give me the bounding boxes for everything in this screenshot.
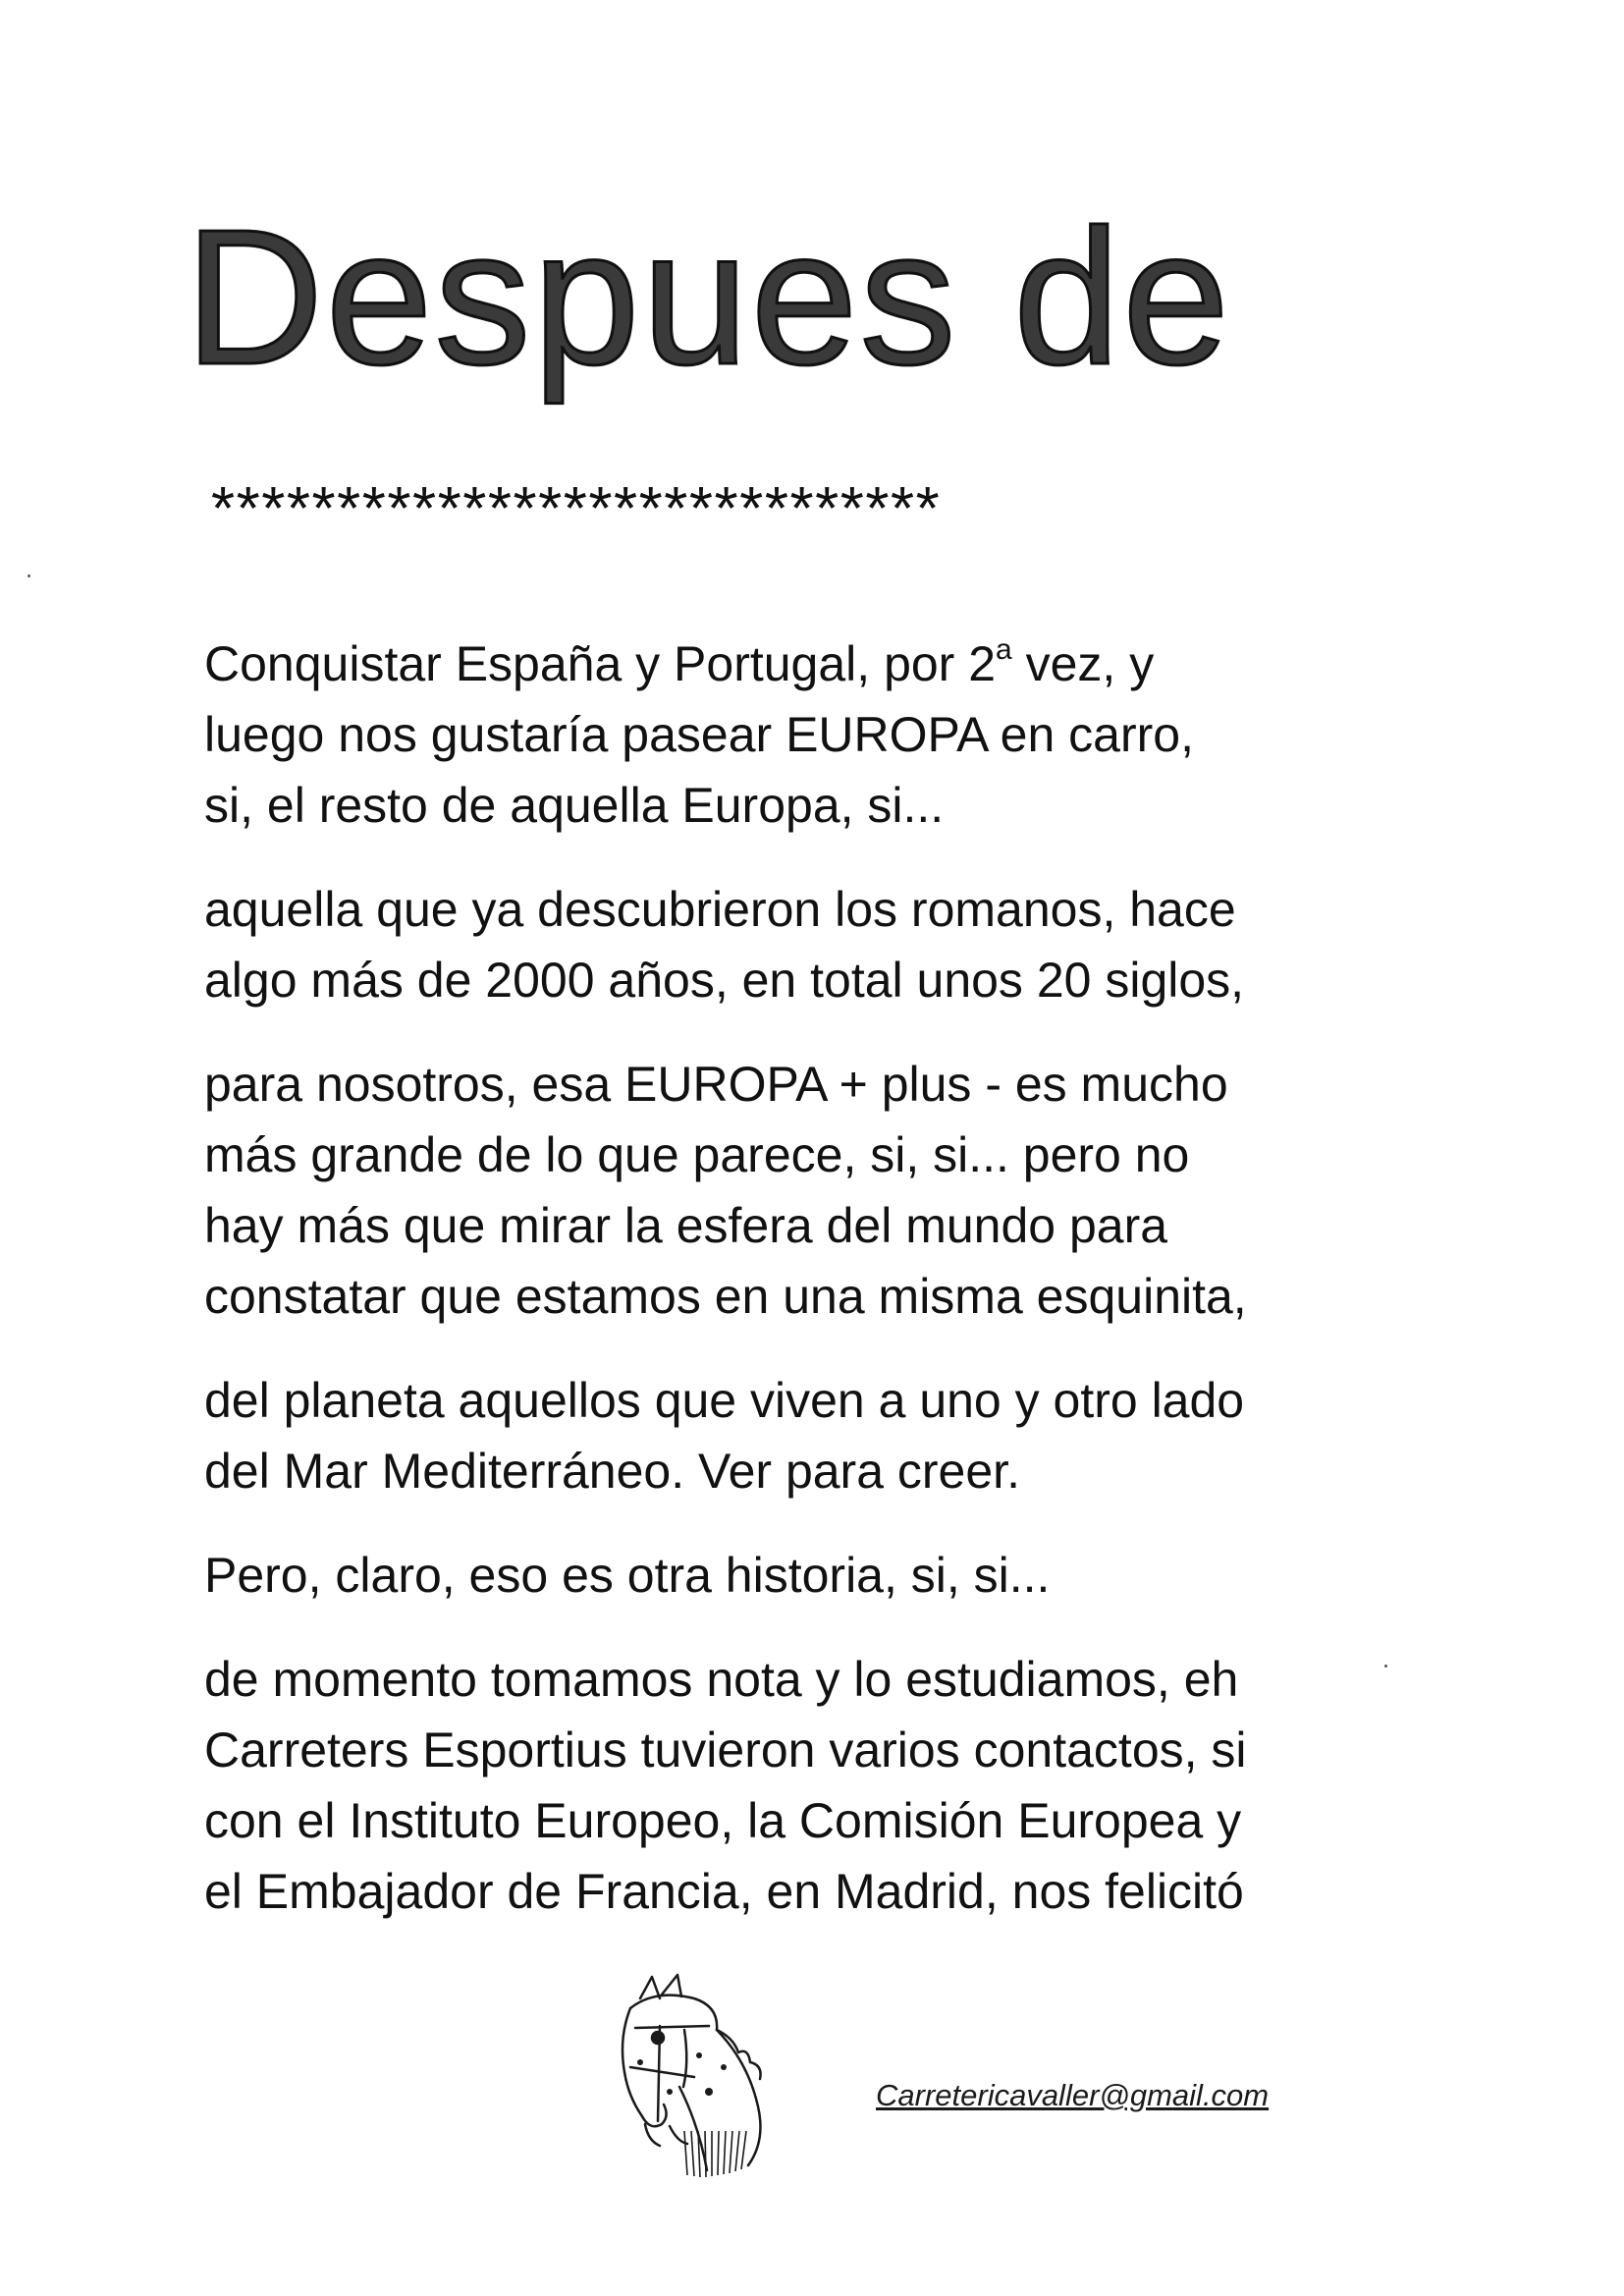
text-line: constatar que estamos en una misma esquinita,: [204, 1269, 1247, 1324]
text-line: Pero, claro, eso es otra historia, si, si...: [204, 1548, 1051, 1603]
text-segment: Conquistar España y Portugal, por 2: [204, 636, 997, 691]
paragraph-5: [204, 1540, 1402, 1611]
text-line: de momento tomamos nota y lo estudiamos, eh: [204, 1652, 1239, 1707]
text-line: luego nos gustaría pasear EUROPA en carro,: [204, 707, 1194, 762]
paragraph-2: [204, 874, 1402, 1015]
paragraph-1: [204, 629, 1402, 841]
text-segment: vez, y: [1011, 636, 1155, 691]
paragraph-6: [204, 1644, 1402, 1927]
text-line: del planeta aquellos que viven a uno y otro lado: [204, 1373, 1245, 1428]
text-line: el Embajador de Francia, en Madrid, nos felicitó: [204, 1864, 1244, 1919]
text-line: aquella que ya descubrieron los romanos, hace: [204, 882, 1236, 937]
text-line: con el Instituto Europeo, la Comisión Europea y: [204, 1793, 1242, 1848]
body-text: [204, 629, 1402, 1960]
text-line: para nosotros, esa EUROPA + plus - es mucho: [204, 1057, 1228, 1112]
ordinal-superscript: a: [996, 633, 1012, 666]
contact-email[interactable]: Carretericavaller@gmail.com: [876, 2078, 1270, 2112]
scan-speck: [27, 574, 30, 577]
horse-head-logo-icon: [601, 1969, 787, 2180]
text-line: Carreters Esportius tuvieron varios contactos, si: [204, 1722, 1247, 1777]
scan-speck: [1384, 1665, 1387, 1667]
paragraph-3: [204, 1049, 1402, 1332]
text-line: si, el resto de aquella Europa, si...: [204, 778, 945, 833]
text-line: [204, 629, 1402, 699]
asterisk-separator: *****************************: [211, 475, 942, 543]
text-line: algo más de 2000 años, en total unos 20 siglos,: [204, 953, 1245, 1008]
text-line: hay más que mirar la esfera del mundo para: [204, 1198, 1168, 1253]
paragraph-4: [204, 1365, 1402, 1506]
text-line: más grande de lo que parece, si, si... pero no: [204, 1127, 1190, 1182]
text-line: del Mar Mediterráneo. Ver para creer.: [204, 1444, 1020, 1499]
page-title: Despues de: [185, 190, 1232, 405]
